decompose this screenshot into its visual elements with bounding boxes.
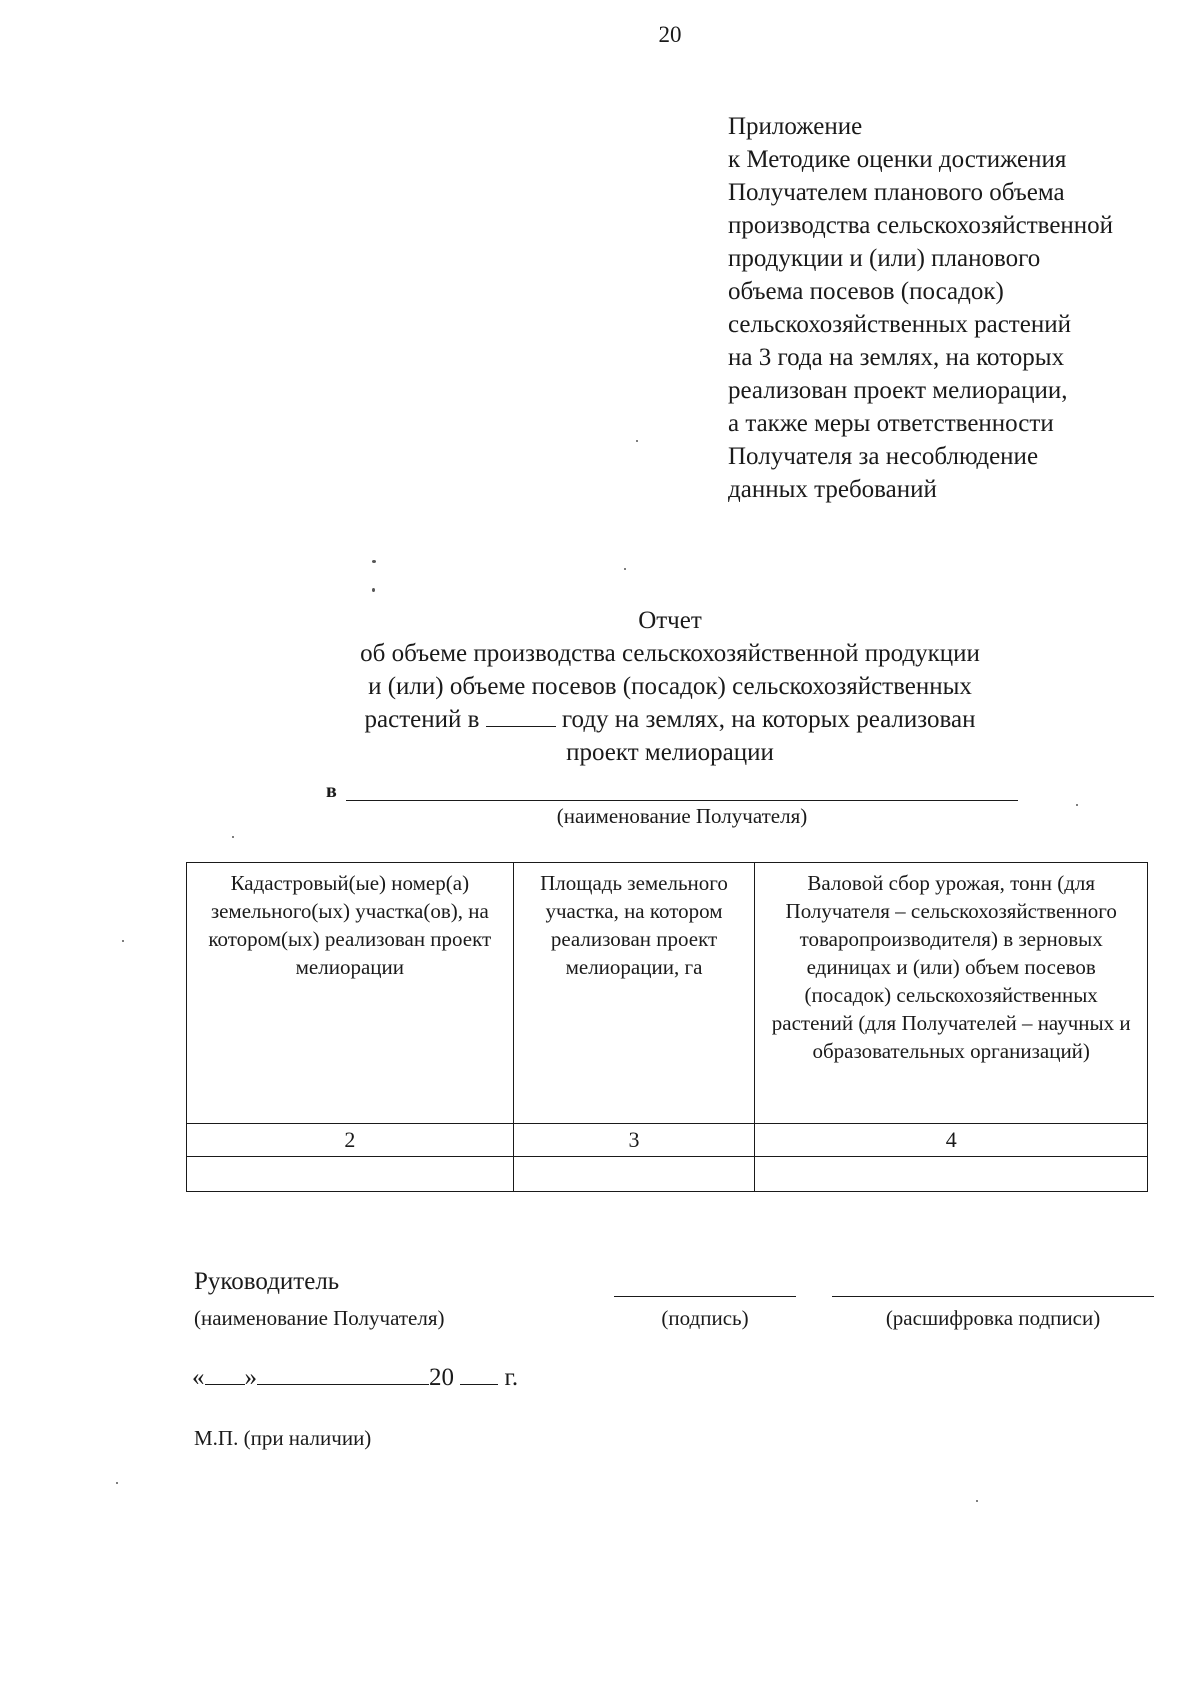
year-field[interactable] <box>460 1362 498 1385</box>
month-field[interactable] <box>257 1362 429 1385</box>
scan-speck <box>372 588 375 592</box>
appendix-line: Получателя за несоблюдение <box>728 443 1039 470</box>
table-header-row <box>187 863 1148 1124</box>
header-gross-harvest: Валовой сбор урожая, тонн (для Получателя – сельскохозяйственного товаропроизводителя) в зерновых единицах и (или) объем посевов (посадок) сельскохозяйственных растений (для Получателей – научных и образовательных организаций) <box>755 863 1148 1124</box>
column-number: 3 <box>513 1124 755 1157</box>
plot-area-cell[interactable] <box>513 1157 755 1192</box>
signature-caption: (подпись) <box>661 1306 749 1330</box>
cadastral-number-cell[interactable] <box>187 1157 514 1192</box>
report-subtitle-line: проект мелиорации <box>566 739 774 766</box>
report-year-suffix: году на землях, на которых реализован <box>561 706 976 733</box>
header-cadastral-number: Кадастровый(ые) номер(а) земельного(ых) участка(ов), на котором(ых) реализован проект мелиорации <box>187 863 514 1124</box>
table-row <box>187 1157 1148 1192</box>
recipient-caption: (наименование Получателя) <box>556 804 808 828</box>
appendix-line: Приложение <box>728 113 863 140</box>
scan-speck <box>122 940 124 942</box>
date-row <box>192 1362 518 1392</box>
appendix-line: на 3 года на землях, на которых <box>728 344 1065 371</box>
appendix-line: к Методике оценки достижения <box>728 146 1067 173</box>
page-number: 20 <box>658 22 682 47</box>
day-field[interactable] <box>205 1362 245 1385</box>
recipient-name-field[interactable] <box>346 800 1018 801</box>
recipient-prefix: в <box>326 780 337 802</box>
appendix-line: Получателем планового объема <box>728 179 1065 206</box>
scan-speck <box>624 568 626 570</box>
report-table <box>186 862 1148 1192</box>
report-title-block <box>290 604 1050 769</box>
date-close-quote: » <box>244 1364 257 1391</box>
column-number: 2 <box>187 1124 514 1157</box>
year-blank-field[interactable] <box>486 706 556 727</box>
appendix-line: продукции и (или) планового <box>728 245 1041 272</box>
head-caption: (наименование Получателя) <box>194 1306 445 1330</box>
gross-harvest-cell[interactable] <box>755 1157 1148 1192</box>
scan-speck <box>976 1500 978 1502</box>
date-year-suffix: г. <box>504 1364 519 1391</box>
signature-decode-field[interactable] <box>832 1296 1154 1297</box>
stamp-note: М.П. (при наличии) <box>194 1426 372 1450</box>
scan-speck <box>232 836 234 838</box>
appendix-line: а также меры ответственности <box>728 410 1054 437</box>
report-subtitle-line: и (или) объеме посевов (посадок) сельскохозяйственных <box>368 673 972 700</box>
scan-speck <box>636 440 638 442</box>
report-subtitle-line: об объеме производства сельскохозяйственной продукции <box>360 640 980 667</box>
report-year-prefix: растений в <box>364 706 480 733</box>
header-plot-area: Площадь земельного участка, на котором реализован проект мелиорации, га <box>513 863 755 1124</box>
signature-decode-caption: (расшифровка подписи) <box>885 1306 1101 1330</box>
date-open-quote: « <box>192 1364 205 1391</box>
appendix-line: объема посевов (посадок) <box>728 278 1004 305</box>
appendix-block <box>728 110 1113 506</box>
table-column-number-row <box>187 1124 1148 1157</box>
head-label: Руководитель <box>194 1268 340 1295</box>
column-number: 4 <box>755 1124 1148 1157</box>
appendix-line: производства сельскохозяйственной <box>728 212 1114 239</box>
appendix-line: реализован проект мелиорации, <box>728 377 1068 404</box>
report-subtitle-line <box>290 703 1050 736</box>
signature-field[interactable] <box>614 1296 796 1297</box>
report-title: Отчет <box>638 607 702 634</box>
date-century: 20 <box>429 1364 454 1391</box>
appendix-line: сельскохозяйственных растений <box>728 311 1071 338</box>
scan-speck <box>372 560 376 563</box>
appendix-line: данных требований <box>728 476 937 503</box>
scan-speck <box>116 1482 118 1484</box>
scan-speck <box>1076 804 1078 806</box>
